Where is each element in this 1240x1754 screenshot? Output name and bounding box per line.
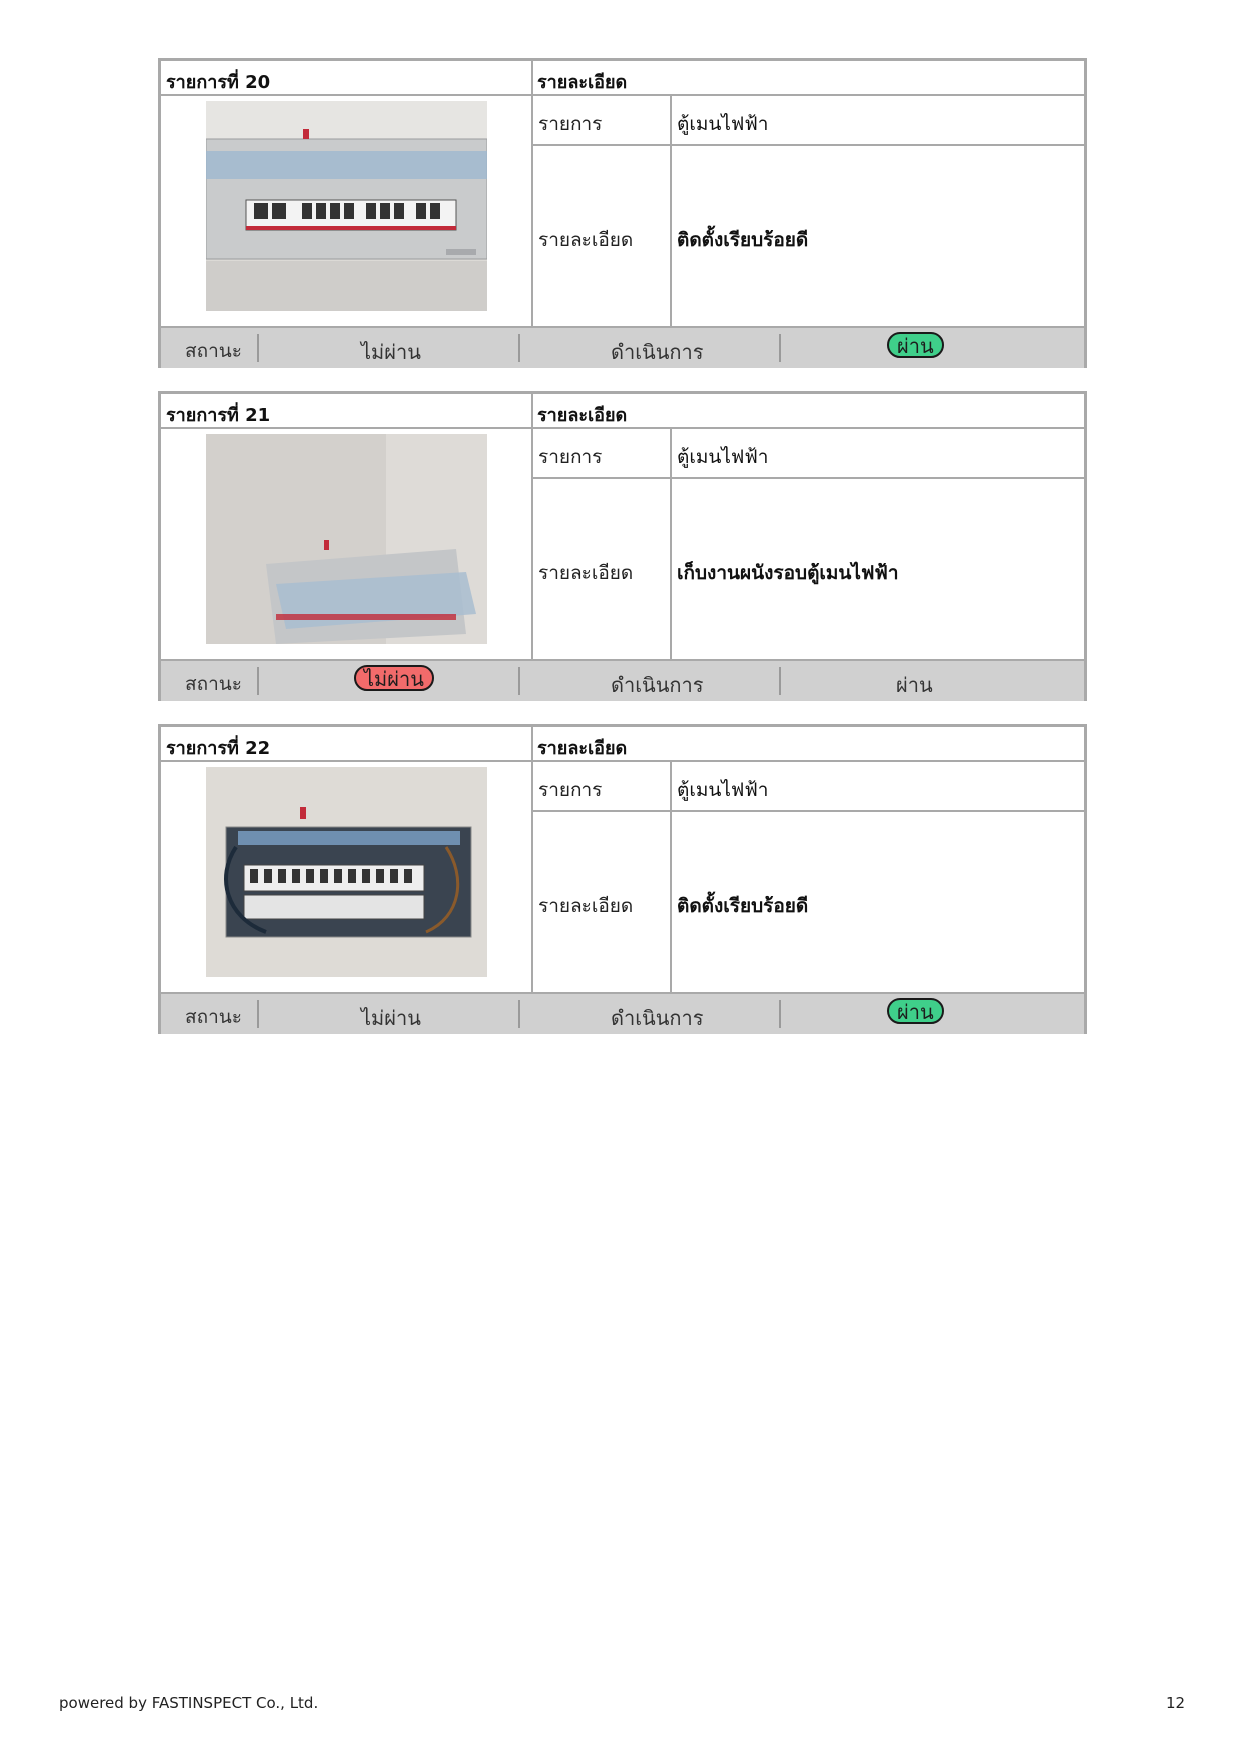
detail-value: เก็บงานผนังรอบตู้เมนไฟฟ้า — [677, 562, 899, 584]
option-not-pass-selected[interactable]: ไม่ผ่าน — [354, 665, 434, 691]
page-number: 12 — [1166, 1694, 1186, 1712]
option-in-progress[interactable]: ดำเนินการ — [611, 340, 704, 364]
item-value: ตู้เมนไฟฟ้า — [677, 779, 769, 801]
status-label: สถานะ — [185, 673, 242, 695]
card-header — [161, 394, 1084, 429]
detail-label: รายละเอียด — [538, 229, 634, 251]
status-bar — [161, 992, 1084, 1034]
item-title: รายการที่ 20 — [166, 72, 271, 93]
inspection-card-21 — [158, 391, 1087, 701]
details-header: รายละเอียด — [537, 405, 628, 426]
item-title: รายการที่ 22 — [166, 738, 271, 759]
detail-label: รายละเอียด — [538, 562, 634, 584]
option-not-pass[interactable]: ไม่ผ่าน — [361, 340, 421, 364]
item-value: ตู้เมนไฟฟ้า — [677, 446, 769, 468]
status-label: สถานะ — [185, 1006, 242, 1028]
item-label: รายการ — [538, 446, 603, 468]
option-in-progress[interactable]: ดำเนินการ — [611, 1006, 704, 1030]
electrical-panel-image — [206, 101, 487, 311]
details-header: รายละเอียด — [537, 72, 628, 93]
inspection-card-22 — [158, 724, 1087, 1034]
option-pass[interactable]: ผ่าน — [896, 673, 933, 697]
footer-powered-by: powered by FASTINSPECT Co., Ltd. — [59, 1694, 319, 1712]
status-label: สถานะ — [185, 340, 242, 362]
status-bar — [161, 326, 1084, 368]
option-in-progress[interactable]: ดำเนินการ — [611, 673, 704, 697]
item-label: รายการ — [538, 779, 603, 801]
item-label: รายการ — [538, 113, 603, 135]
status-bar — [161, 659, 1084, 701]
item-title: รายการที่ 21 — [166, 405, 271, 426]
item-value: ตู้เมนไฟฟ้า — [677, 113, 769, 135]
electrical-panel-image — [206, 767, 487, 977]
details-header: รายละเอียด — [537, 738, 628, 759]
card-header — [161, 727, 1084, 762]
detail-value: ติดตั้งเรียบร้อยดี — [677, 895, 809, 917]
option-pass-selected[interactable]: ผ่าน — [887, 998, 944, 1024]
detail-label: รายละเอียด — [538, 895, 634, 917]
item-photo — [206, 434, 487, 644]
option-pass-selected[interactable]: ผ่าน — [887, 332, 944, 358]
detail-value: ติดตั้งเรียบร้อยดี — [677, 229, 809, 251]
card-header — [161, 61, 1084, 96]
item-photo — [206, 101, 487, 311]
inspection-card-20 — [158, 58, 1087, 368]
electrical-panel-image — [206, 434, 487, 644]
item-photo — [206, 767, 487, 977]
option-not-pass[interactable]: ไม่ผ่าน — [361, 1006, 421, 1030]
